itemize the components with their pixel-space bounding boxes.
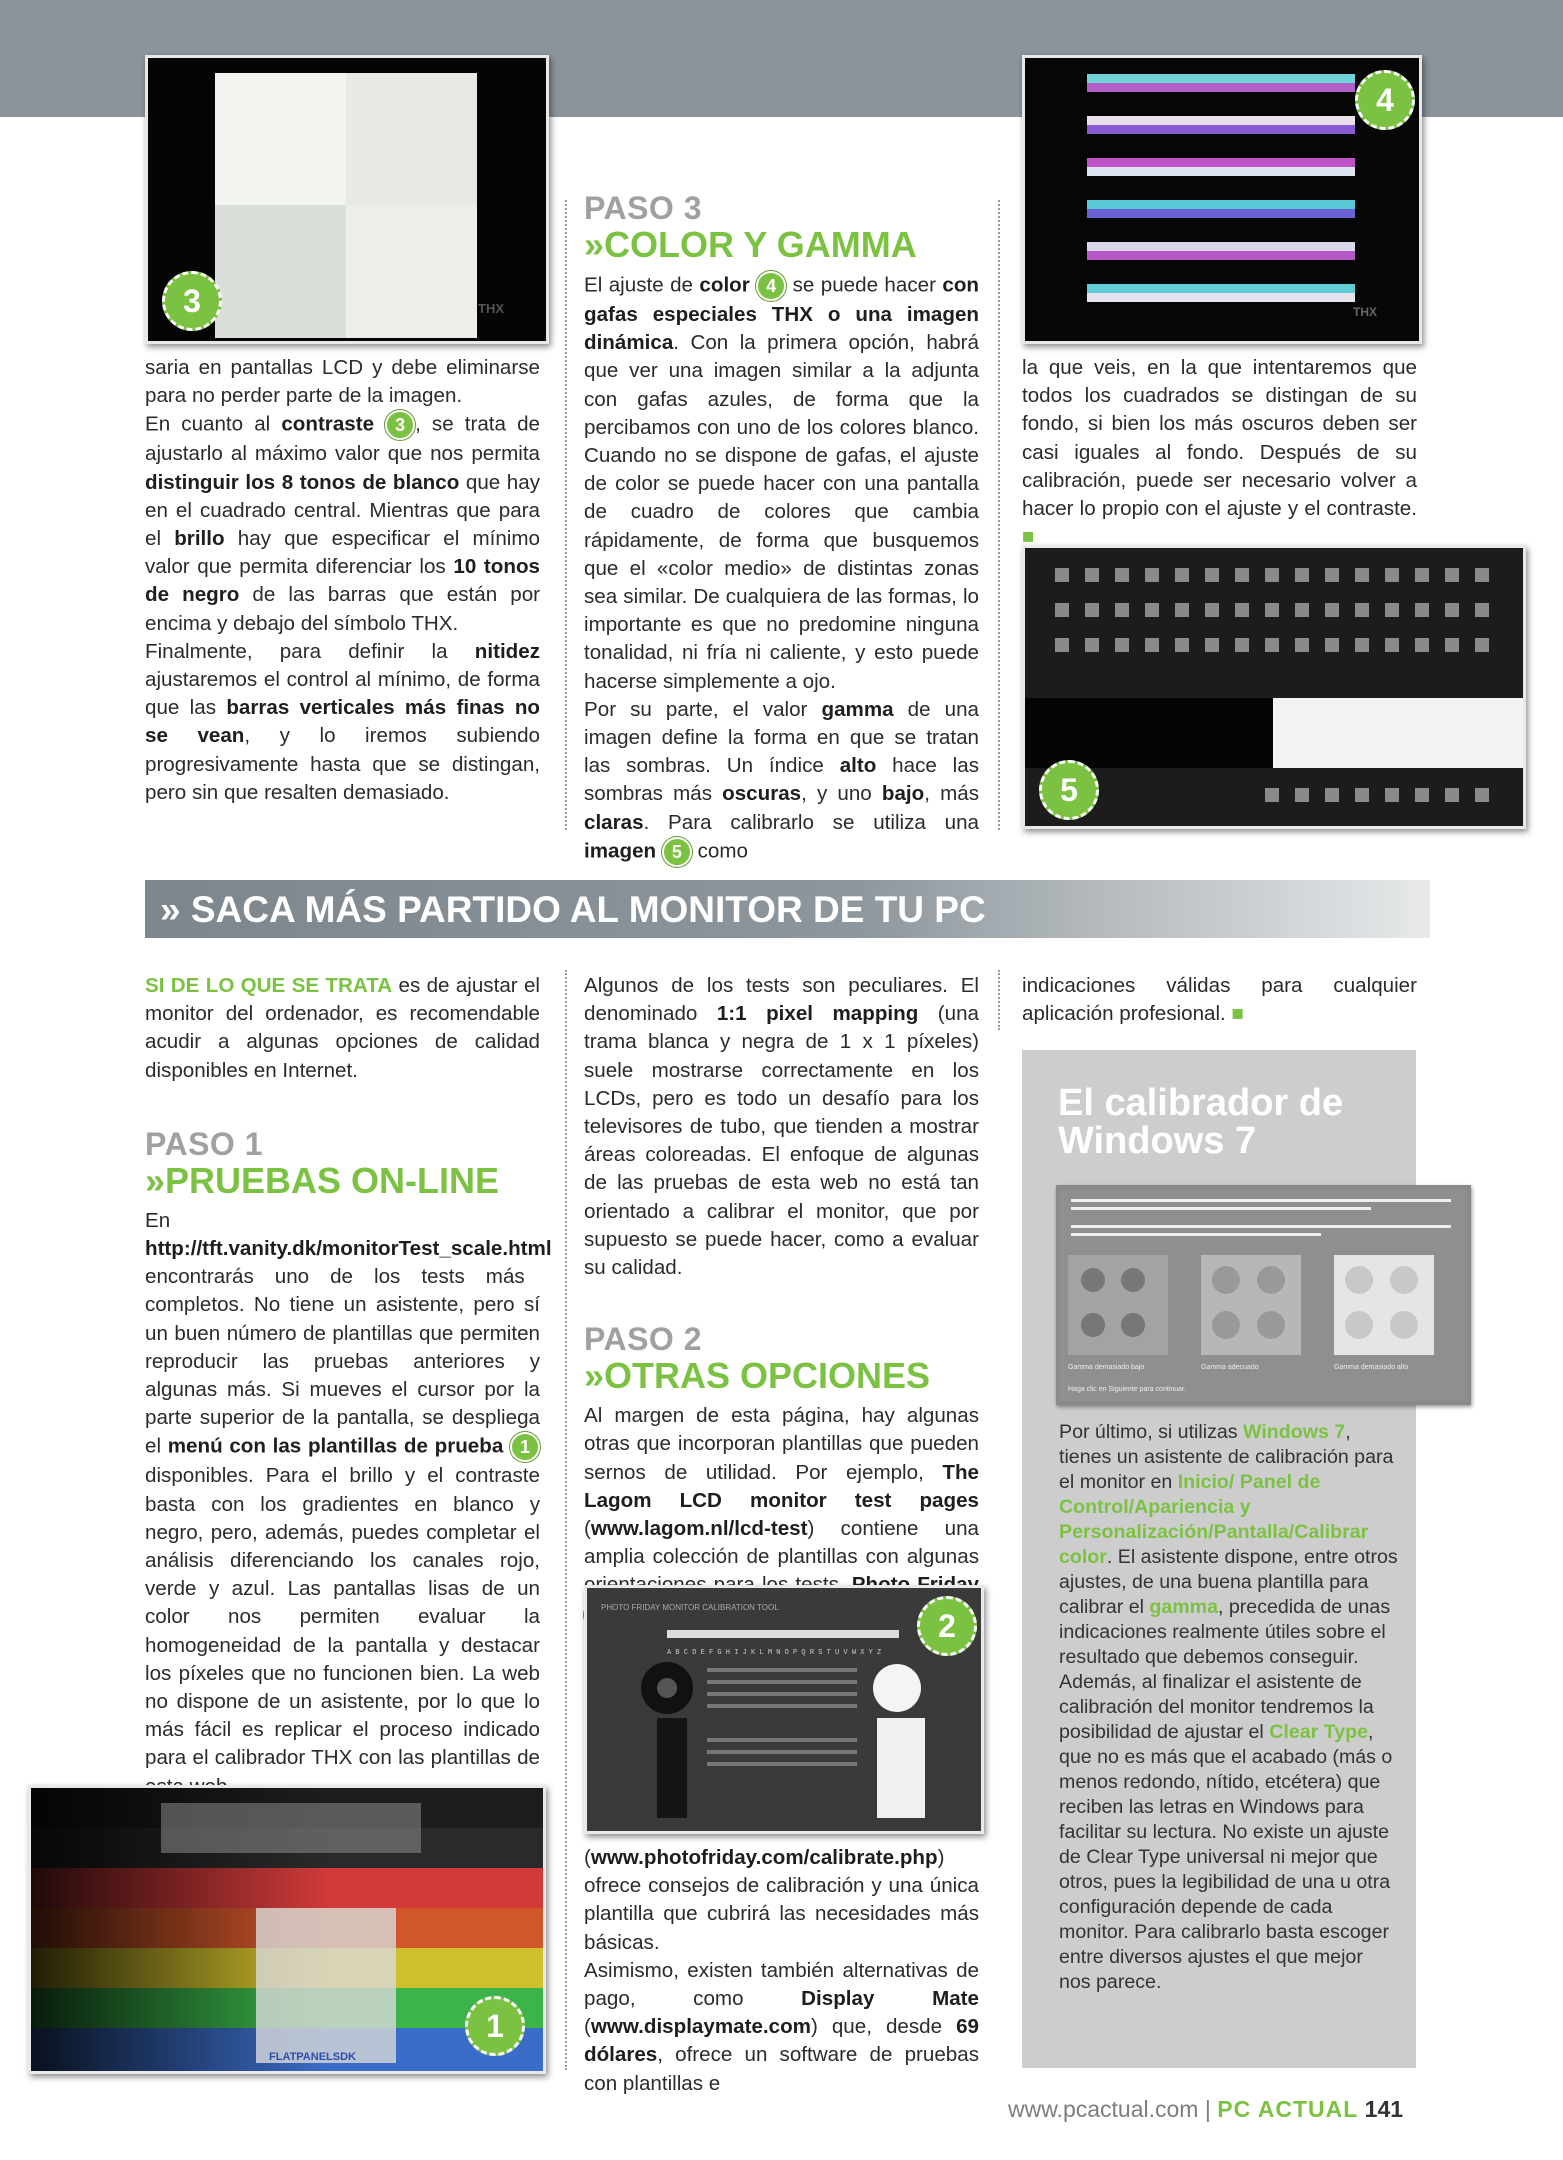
col3-bottom (1022, 972, 1417, 1028)
column-divider (565, 970, 567, 2070)
photo-test-scale (28, 1785, 546, 2074)
page-footer (1008, 2096, 1403, 2123)
sidebar-windows7 (1022, 1050, 1416, 2068)
col3-top (1022, 354, 1417, 551)
inline-badge-1: 1 (510, 1432, 540, 1462)
footer-brand: PC ACTUAL (1217, 2096, 1359, 2122)
footer-sep: | (1204, 2096, 1211, 2122)
page-number: 141 (1364, 2096, 1404, 2122)
link-displaymate[interactable]: www.displaymate.com (590, 2015, 811, 2039)
inline-badge-5: 5 (662, 837, 692, 867)
letters-row: A B C D E F G H I J K L M N O P Q R S T U V W X Y Z (667, 1649, 882, 1657)
label-low: Gamma demasiado bajo (1068, 1364, 1145, 1371)
paragraph-photofriday: (www.photofriday.com/calibrate.php) ofrece consejos de calibración y una única plantilla que cubrirá las necesidades más básicas. (584, 1846, 979, 1954)
paragraph-nitidez: Finalmente, para definir la nitidez ajustaremos el control al mínimo, de forma que las barras verticales más finas no se vean, y lo iremos subiendo progresivamente hasta que se distingan, pero sin que resalten demasiado. (145, 639, 540, 804)
paso3-section (584, 191, 979, 867)
thx-logo: THX (478, 301, 504, 316)
col2-bottom-cont (584, 1844, 979, 2098)
paragraph-color: El ajuste de color 4 se puede hacer con gafas especiales THX o una imagen dinámica. Con la primera opción, habrá que ver una imagen similar a la adjunta con gafas azules, de forma que la percibamos con uno de los colores blanco. Cuando no se dispone de gafas, el ajuste de color se puede hacer con una pantalla de cuadro de colores que cambia rápidamente, de forma que busquemos que el «color medio» de distintas zonas sea similar. De cualquiera de las formas, lo importante es que no predomine ninguna tonalidad, ni fría ni caliente, y esto puede hacerse simplemente a ojo. (584, 271, 979, 696)
link-vanity[interactable]: http://tft.vanity.dk/monitorTest_scale.html (145, 1237, 552, 1261)
section-banner: » SACA MÁS PARTIDO AL MONITOR DE TU PC (145, 880, 1430, 938)
label-next: Haga clic en Siguiente para continuar. (1068, 1386, 1186, 1393)
end-mark: ■ (1022, 525, 1035, 549)
label-high: Gamma demasiado alto (1334, 1364, 1409, 1371)
sidebar-text: Por último, si utilizas Windows 7, tienes un asistente de calibración para el monitor en Inicio/ Panel de Control/Apariencia y Personalización/Pantalla/Calibrar color. El asistente dispone, entre otros ajustes, de una buena plantilla para calibrar el gamma, precedida de unas indicaciones realmente útiles sobre el resultado que debemos conseguir. Además, al finalizar el asistente de calibración del monitor tendremos la posibilidad de ajustar el Clear Type, que no es más que el acabado (más o menos redondo, nítido, etcétera) que reciben las letras en Windows para facilitar su lectura. No existe un ajuste de Clear Type universal ni mejor que otros, pues la legibilidad de una u otra configuración depende de cada monitor. Para calibrarlo basta escoger entre diversos ajustes el que mejor nos parece. (1059, 1421, 1398, 1993)
column-divider (998, 200, 1000, 830)
link-photofriday[interactable]: www.photofriday.com/calibrate.php (590, 1846, 938, 1869)
step-title: »OTRAS OPCIONES (584, 1355, 931, 1397)
footer-url: www.pcactual.com (1008, 2096, 1199, 2122)
paragraph: saria en pantallas LCD y debe eliminarse para no perder parte de la imagen. (145, 356, 540, 408)
column-divider (565, 200, 567, 830)
step-title: »COLOR Y GAMMA (584, 224, 917, 265)
col1-top (145, 354, 540, 807)
inline-badge-4: 4 (756, 271, 786, 301)
sidebar-title: El calibrador de Windows 7 (1058, 1082, 1344, 1162)
photofriday-title: PHOTO FRIDAY MONITOR CALIBRATION TOOL (601, 1603, 779, 1612)
gamma-image (1025, 548, 1523, 826)
photo-color-bars (1022, 55, 1422, 344)
col1-bottom (145, 972, 552, 1801)
windows-calibration-shot (1056, 1185, 1471, 1405)
paragraph-contraste: En cuanto al contraste 3 , se trata de ajustarlo al máximo valor que nos permita distinguir los 8 tonos de blanco que hay en el cuadrado central. Mientras que para el brillo hay que especificar el mínimo valor que permita diferenciar los 10 tonos de negro de las barras que están por encima y debajo del símbolo THX. (145, 410, 540, 637)
step-label: PASO 1 (145, 1125, 263, 1162)
badge-4: 4 (1355, 70, 1415, 130)
paragraph-otras: Al margen de esta página, hay algunas otras que incorporan plantillas que pueden sernos de utilidad. Por ejemplo, The Lagom LCD monitor test pages (www.lagom.nl/lcd-test) contiene una amplia colección de plantillas con algunas (584, 1402, 979, 1629)
color-bars (1087, 74, 1355, 302)
column-divider (998, 970, 1000, 1030)
paragraph: la que veis, en la que intentaremos que todos los cuadrados se distingan de su fondo, si bien los más oscuros deben ser casi iguales al fondo. Después de su calibración, puede ser necesario volver a hacer lo propio con el ajuste y el contraste. ■ (1022, 356, 1417, 549)
paragraph-gamma: Por su parte, el valor gamma de una imagen define la forma en que se tratan las sombras. Un índice alto hace las sombras más oscuras, y uno bajo, más claras. Para calibrarlo se utiliza una imagen 5 como (584, 696, 979, 867)
col2-bottom (584, 972, 979, 1630)
end-mark: ■ (1231, 1002, 1244, 1026)
badge-2: 2 (917, 1596, 977, 1656)
label-ok: Gamma adecuado (1201, 1364, 1259, 1371)
paragraph-displaymate: Asimismo, existen también alternativas de pago, como Display Mate (www.displaymate.com) que, desde 69 dólares, ofrece un software de pruebas con plantillas e (584, 1958, 979, 2095)
intro-paragraph: SI DE LO QUE SE TRATA es de ajustar el monitor del ordenador, es recomendable acudir a algunas opciones de calidad disponibles en Internet. (145, 974, 540, 1082)
paragraph-pruebas: En http://tft.vanity.dk/monitorTest_scale.html encontrarás uno de los tests más completos. No tiene un asistente, pero sí un buen número de plantillas que permiten reproducir las pruebas anteriores y algunas más. Si mueves el cursor por la parte superior de la pantalla, se despliega el menú con las plantillas de prueba 1 disponibles. Para el brillo y el contraste basta con los gradientes en blanco y negro, pero, además, puedes completar el análisis diferenciando los canales rojo, verde y azul. Las pantallas lisas de un color nos permiten evaluar la homogeneidad de la pantalla y destacar los píxeles que no funcionen bien. La web no dispone de un asistente, por lo que lo más fácil es replicar el proceso indicado para el calibrador THX con las plantillas de (145, 1208, 552, 1770)
thx-logo-2: THX (1353, 305, 1377, 319)
inline-badge-3: 3 (385, 410, 415, 440)
photo-photofriday (584, 1585, 984, 1834)
photo-gamma (1022, 545, 1526, 829)
badge-3: 3 (162, 271, 222, 331)
step-label: PASO 2 (584, 1321, 702, 1358)
step-label: PASO 3 (584, 190, 702, 226)
flatpanels-logo: FLATPANELSDK (269, 2051, 356, 2063)
step-title: »PRUEBAS ON-LINE (145, 1159, 500, 1201)
badge-5: 5 (1039, 760, 1099, 820)
paragraph: indicaciones válidas para cualquier aplicación profesional. ■ (1022, 974, 1417, 1026)
photo-thx-contrast (145, 55, 549, 344)
badge-1: 1 (465, 1996, 525, 2056)
link-lagom[interactable]: www.lagom.nl/lcd-test (590, 1517, 808, 1541)
paragraph-pixel-mapping: Algunos de los tests son peculiares. El denominado 1:1 pixel mapping (una trama blanca y negra de 1 x 1 píxeles) suele mostrarse correctamente en los LCDs, pero es todo un desafío para los televisores de tubo, que tienden a mostrar áreas coloreadas. El enfoque de algunas de las pruebas de esta web no está tan orientado a calibrar el monitor, que por supuesto se puede hacer, como a evaluar su calidad. (584, 974, 979, 1280)
